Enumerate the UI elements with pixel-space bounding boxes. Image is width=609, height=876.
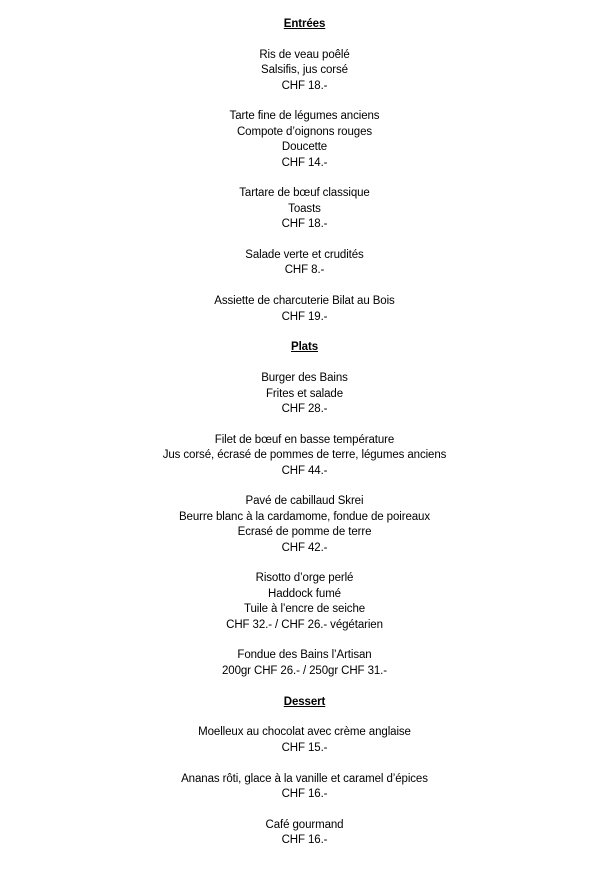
menu-item-description: Compote d’oignons rouges (236, 125, 373, 138)
menu-item-name: Tarte fine de légumes anciens (229, 110, 380, 123)
menu-item-name: Pavé de cabillaud Skrei (245, 495, 364, 508)
menu-item-price: CHF 16.- (281, 834, 328, 847)
menu-item-price: 200gr CHF 26.- / 250gr CHF 31.- (222, 664, 387, 677)
menu-item-description: Frites et salade (265, 387, 344, 400)
section-heading: Entrées (283, 18, 326, 30)
menu-item-price: CHF 18.- (281, 218, 328, 231)
menu-item-description: Jus corsé, écrasé de pommes de terre, légumes anciens (162, 449, 447, 462)
menu-item-price: CHF 28.- (281, 403, 328, 415)
section-heading: Dessert (283, 695, 326, 708)
menu-item-price: CHF 18.- (281, 79, 328, 92)
menu-item-description: Doucette (281, 141, 328, 154)
menu-item-description: Ecrasé de pomme de terre (237, 526, 372, 539)
menu-item-description: Salsifis, jus corsé (261, 64, 348, 77)
menu-item-name: Café gourmand (265, 818, 344, 831)
menu-item-name: Burger des Bains (261, 372, 348, 385)
menu-item-name: Tartare de bœuf classique (239, 187, 370, 200)
menu-item-price: CHF 8.- (284, 264, 325, 277)
menu-item-name: Filet de bœuf en basse température (214, 433, 395, 446)
menu-item-description: Beurre blanc à la cardamome, fondue de poireaux (178, 510, 430, 523)
menu-item-description: Haddock fumé (268, 587, 341, 600)
menu-item-name: Moelleux au chocolat avec crème anglaise (198, 726, 411, 739)
menu-item-description: Toasts (288, 202, 321, 215)
menu-item-name: Assiette de charcuterie Bilat au Bois (214, 295, 395, 308)
menu-item-name: Ris de veau poêlé (259, 48, 350, 61)
menu-item-price: CHF 16.- (281, 788, 328, 800)
menu-item-name: Salade verte et crudités (245, 249, 364, 261)
menu-item-price: CHF 19.- (281, 310, 328, 323)
menu-item-description: Tuile à l’encre de seiche (243, 603, 366, 616)
menu-item-name: Ananas rôti, glace à la vanille et caramel d’épices (181, 772, 428, 785)
menu-item-price: CHF 15.- (281, 741, 328, 754)
menu-item-name: Fondue des Bains l’Artisan (237, 649, 372, 662)
menu-item-price: CHF 32.- / CHF 26.- végétarien (226, 618, 383, 631)
menu-item-name: Risotto d’orge perlé (255, 572, 354, 585)
menu-item-price: CHF 42.- (281, 541, 328, 554)
menu-item-price: CHF 44.- (281, 464, 328, 477)
menu-item-price: CHF 14.- (281, 156, 328, 169)
section-heading: Plats (291, 341, 318, 354)
